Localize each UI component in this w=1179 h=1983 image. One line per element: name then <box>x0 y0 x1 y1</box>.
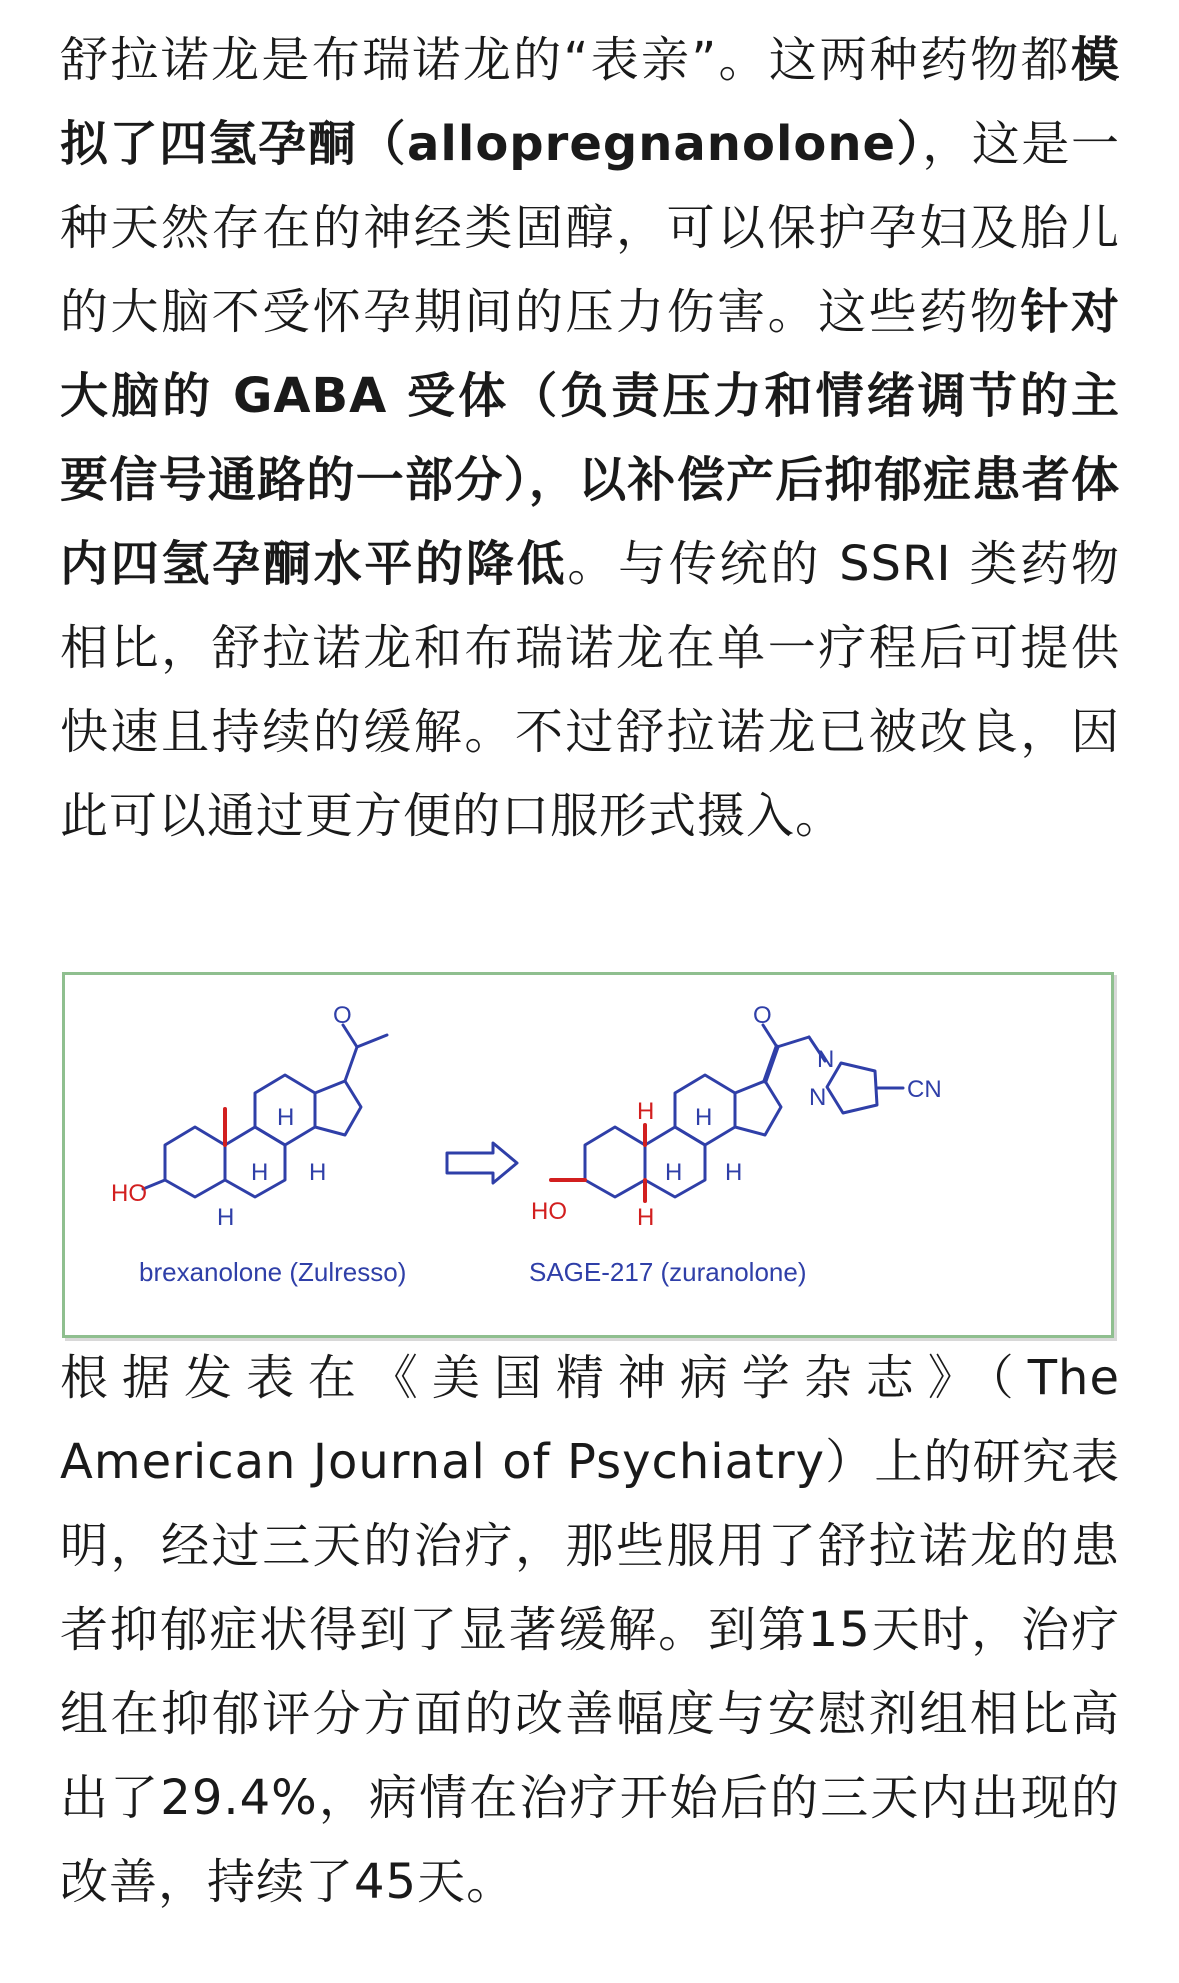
right-atom-h5: H <box>637 1204 655 1231</box>
para1-bold-a: 模拟了四氢孕酮（allopregnanolone） <box>60 32 1120 172</box>
right-atom-h1: H <box>637 1098 655 1125</box>
left-ring-d <box>315 1081 361 1135</box>
right-molecule-caption: SAGE-217 (zuranolone) <box>529 1257 807 1287</box>
right-atom-o: O <box>753 1002 772 1029</box>
paragraph-study: 根据发表在《美国精神病学杂志》（The American Journal of Psychiatry）上的研究表明，经过三天的治疗，那些服用了舒拉诺龙的患者抑郁症状得到了显著缓解。到第15天时，治疗组在抑郁评分方面的改善幅度与安慰剂组相比高出了29.4%，病情在治疗开始后的三天内出现的改善，持续了45天。 <box>60 1350 1120 1910</box>
right-atom-n1: N <box>817 1046 835 1073</box>
left-molecule-caption: brexanolone (Zulresso) <box>139 1257 407 1287</box>
right-ring-d <box>735 1081 781 1135</box>
transform-arrow <box>447 1143 517 1183</box>
left-ring-a <box>165 1127 225 1197</box>
chemical-structure-figure <box>62 972 1114 1338</box>
paragraph-intro <box>60 18 1120 858</box>
structure-drawing <box>65 975 1111 1335</box>
right-wedge-blue <box>765 1047 777 1081</box>
para1-text-b: ，这是一种天然存在的神经类固醇，可以保护孕妇及胎儿的大脑不受怀孕期间的压力伤害。这些药物 <box>60 116 1120 340</box>
right-atom-h3: H <box>665 1159 683 1186</box>
pyrazole-ring <box>827 1063 877 1113</box>
left-atom-o: O <box>333 1002 352 1029</box>
para1-text-c: 。与传统的 SSRI 类药物相比，舒拉诺龙和布瑞诺龙在单一疗程后可提供快速且持续的缓解。不过舒拉诺龙已被改良，因此可以通过更方便的口服形式摄入。 <box>60 536 1120 844</box>
right-atom-n2: N <box>809 1084 827 1111</box>
para1-text-a: 舒拉诺龙是布瑞诺龙的“表亲”。这两种药物都 <box>60 32 1071 88</box>
right-atom-ho: HO <box>531 1198 567 1225</box>
right-ring-a <box>585 1127 645 1197</box>
left-atom-h3: H <box>309 1159 327 1186</box>
right-atom-cn: CN <box>907 1076 942 1103</box>
right-atom-h4: H <box>725 1159 743 1186</box>
left-atom-h2: H <box>251 1159 269 1186</box>
left-atom-h1: H <box>277 1104 295 1131</box>
right-ch2-bond <box>777 1037 809 1047</box>
left-atom-ho: HO <box>111 1180 147 1207</box>
para1-bold-b: 针对大脑的 GABA 受体（负责压力和情绪调节的主要信号通路的一部分），以补偿产后抑郁症患者体内四氢孕酮水平的降低 <box>60 284 1120 592</box>
left-atom-h4: H <box>217 1204 235 1231</box>
left-side-chain-bond <box>345 1047 357 1081</box>
left-methyl-bond <box>357 1035 387 1047</box>
right-atom-h2: H <box>695 1104 713 1131</box>
